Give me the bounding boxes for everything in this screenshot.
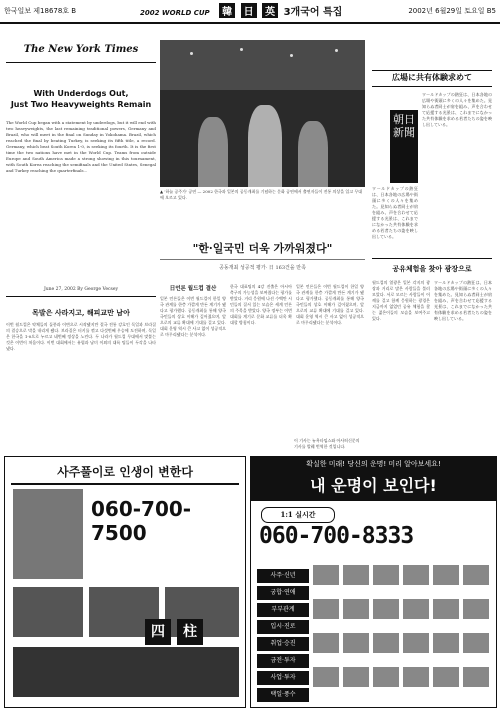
shared-experience-title: 공유체험을 찾아 광장으로	[392, 264, 472, 273]
counselor-photo	[463, 565, 489, 585]
korean-column-body: 이번 월드컵은 약체들의 돌풍과 이변으로 시작됐지만 결국 전통 강호인 독일과 브라질의 결승으로 막을 내리게 됐다. 브라질은 터키를 꺾고 다섯번째 우승에 도전하며, 독일은 한국을 1-0으로 누르고 네번째 정상을 노린다. 두 나라가 월드컵 무대에서 맞붙는 것은 이번이 처음이다. 이번 대회에서는 유럽과 남미 이외의 대륙 팀들이 두각을 나타냈다.	[6, 322, 156, 351]
headline-line-2: Just Two Heavyweights Remain	[10, 100, 152, 109]
counselor-photo	[433, 667, 459, 687]
japan-press-body: 일본 언론들은 이번 월드컵이 한일 양국 관계를 한층 가깝게 만든 계기가 됐다고 평가했다. 공동개최를 통해 양국 국민들의 상호 이해가 깊어졌으며, 앞으로의 교류 확대에 기대를 걸고 있다. 대회 운영 역시 큰 사고 없이 성공적으로 마무리됐다는 분석이다.	[160, 296, 226, 337]
light-dot	[335, 49, 338, 52]
ad-headline: 내 운명이 보인다!	[251, 471, 496, 501]
korean-subheadline: 공동개최 성공적 평가· 日 163건을 만족	[219, 265, 306, 271]
ad-menu-item: 궁합·연애	[257, 586, 309, 600]
fortune-ad-left	[4, 456, 246, 708]
section-title	[140, 3, 342, 18]
counselor-photo	[313, 599, 339, 619]
counselor-photo	[343, 667, 369, 687]
ad-hanja: 四	[145, 619, 171, 645]
english-headline	[6, 88, 156, 110]
light-dot	[290, 54, 293, 57]
ad-phone-number: 060-700-8333	[259, 523, 414, 549]
counselor-photo	[403, 599, 429, 619]
ad-tagline: 확실한 미래! 당신의 운명! 미리 알아보세요!	[251, 457, 496, 471]
lang-box-english: 英	[262, 3, 278, 18]
shared-experience-body-cont: ワールドカップの熱狂は、日本各地の広場や街頭に多くの人々を集めた。見知らぬ者同士が肩を組み、声を合わせて応援する光景は、これまでになかった共有体験を求める若者たちの姿を映し出している。	[434, 280, 492, 321]
world-cup-label: 2002 WORLD CUP	[140, 9, 210, 17]
ad-menu-item: 사업·투자	[257, 671, 309, 685]
counselor-photo	[313, 667, 339, 687]
fortune-ad-right	[250, 456, 497, 708]
divider	[6, 296, 156, 297]
counselor-photo	[343, 633, 369, 653]
korean-headline: "한·일국민 더욱 가까워졌다"	[160, 240, 365, 260]
counselor-photo	[433, 565, 459, 585]
lang-box-japan: 日	[241, 3, 257, 18]
headline-line-1: With Underdogs Out,	[33, 89, 129, 98]
counselor-photo	[403, 667, 429, 687]
ad-menu-item: 취업·승진	[257, 637, 309, 651]
counselor-photo	[403, 565, 429, 585]
ad-banner: 사주풀이로 인생이 변한다	[11, 461, 239, 485]
japan-press-title: 日언론 월드컵 결산	[169, 286, 217, 292]
counselor-photo	[433, 633, 459, 653]
stage-lights	[160, 40, 365, 90]
korean-column-title: 목발은 사라지고, 해피교만 남아	[32, 308, 130, 317]
english-byline: June 27, 2002 By George Vecsey	[43, 287, 119, 292]
counselor-photo	[343, 599, 369, 619]
counselor-photo	[373, 633, 399, 653]
counselor-photos	[313, 565, 493, 703]
counselor-photo	[463, 667, 489, 687]
page-header	[0, 0, 500, 24]
performer-figure	[198, 117, 228, 187]
performer-figure	[298, 121, 328, 187]
asahi-logo: 朝日新聞	[390, 110, 418, 183]
counselor-photo	[343, 565, 369, 585]
counselor-photo	[433, 599, 459, 619]
translation-note: 이 기사는 뉴욕타임스와 아사히신문의 기사를 발췌 번역한 것입니다.	[294, 438, 360, 449]
ad-thumbnail	[13, 587, 83, 637]
lang-box-korea: 韓	[219, 3, 235, 18]
counselor-photo	[313, 633, 339, 653]
ad-pill-label: 1:1 실시간	[261, 507, 335, 523]
issue-date: 2002년 6월29일 토요일 B5	[408, 7, 496, 15]
counselor-photo	[463, 599, 489, 619]
performance-photo	[160, 40, 365, 187]
photo-caption: ▲ '하늘 공주가' 공연 — 2002 한국과 일본의 공동개최를 기념하는 문화 공연에서 출연자들이 전통 의상을 입고 무대에 오르고 있다.	[160, 189, 363, 200]
special-section-title: 3개국어 특집	[283, 7, 343, 18]
ad-menu-item: 부부관계	[257, 603, 309, 617]
ad-photo-grid	[13, 587, 239, 699]
counselor-photo	[373, 599, 399, 619]
counselor-photo	[373, 667, 399, 687]
nyt-logo: The New York Times	[23, 44, 139, 55]
counselor-photo	[373, 565, 399, 585]
ad-menu-item: 입시·진로	[257, 620, 309, 634]
ad-phone-number: 060-700-7500	[91, 497, 192, 545]
ad-thumbnail	[13, 647, 239, 697]
light-dot	[190, 52, 193, 55]
ad-service-menu	[257, 569, 309, 705]
counselor-photo	[463, 633, 489, 653]
japanese-title: 広場に共有体験求めて	[372, 72, 492, 87]
korean-body-column: 한국 대표팀의 4강 진출은 아시아 축구의 가능성을 보여줬다는 평가를 받았다. 거리 응원에 나선 수백만 시민들의 질서 있는 모습은 세계 언론의 주목을 받았다. 양국 정부는 이번 대회를 계기로 문화 교류를 더욱 확대할 방침이다.	[230, 284, 292, 325]
english-article-body: The World Cup began with a statement by underdogs, but it will end with two heavyweights, the last remaining traditional powers, Germany and Brazil, who will meet in the final on Sunday in Yokohama. Brazil, which reached the final by beating Turkey, is seeking its fifth title, a record. Germany, which beat South Korea 1-0, is seeking its fourth. It is the first time the two nations have met in the World Cup. Teams from outside Europe and South America made a strong showing in this tournament, with South Korea reaching the semifinals and the United States, Senegal and Turkey reaching the quarterfinals...	[6, 120, 156, 173]
divider	[372, 258, 492, 259]
korean-body-column: 일본 언론들은 이번 월드컵이 한일 양국 관계를 한층 가깝게 만든 계기가 됐다고 평가했다. 공동개최를 통해 양국 국민들의 상호 이해가 깊어졌으며, 앞으로의 교류 확대에 기대를 걸고 있다. 대회 운영 역시 큰 사고 없이 성공적으로 마무리됐다는 분석이다.	[296, 284, 364, 325]
masthead-left: 한국일보 제18678호 B	[4, 7, 77, 15]
ad-hanja: 柱	[177, 619, 203, 645]
japanese-body: ワールドカップの熱狂は、日本各地の広場や街頭に多くの人々を集めた。見知らぬ者同士が肩を組み、声を合わせて応援する光景は、これまでになかった共有体験を求める若者たちの姿を映し出している。	[422, 92, 492, 127]
divider	[6, 62, 156, 63]
japanese-body-cont: ワールドカップの熱狂は、日本各地の広場や街頭に多くの人々を集めた。見知らぬ者同士が肩を組み、声を合わせて応援する光景は、これまでになかった共有体験を求める若者たちの姿を映し出している。	[372, 186, 418, 239]
ad-menu-item: 금전·투자	[257, 654, 309, 668]
ad-menu-item: 사주·신년	[257, 569, 309, 583]
ad-portrait	[13, 489, 83, 579]
light-dot	[240, 48, 243, 51]
counselor-photo	[313, 565, 339, 585]
shared-experience-body: 월드컵의 열광은 일본 각지의 광장과 거리로 많은 사람들을 불러모았다. 서로 모르는 사람들이 어깨를 걸고 함께 응원하는 광경은 지금까지 없었던 공유 체험을 찾는 젊은이들의 모습을 보여주고 있다.	[372, 280, 430, 321]
ad-menu-item: 택일·풍수	[257, 688, 309, 702]
counselor-photo	[403, 633, 429, 653]
performer-figure	[248, 105, 282, 187]
